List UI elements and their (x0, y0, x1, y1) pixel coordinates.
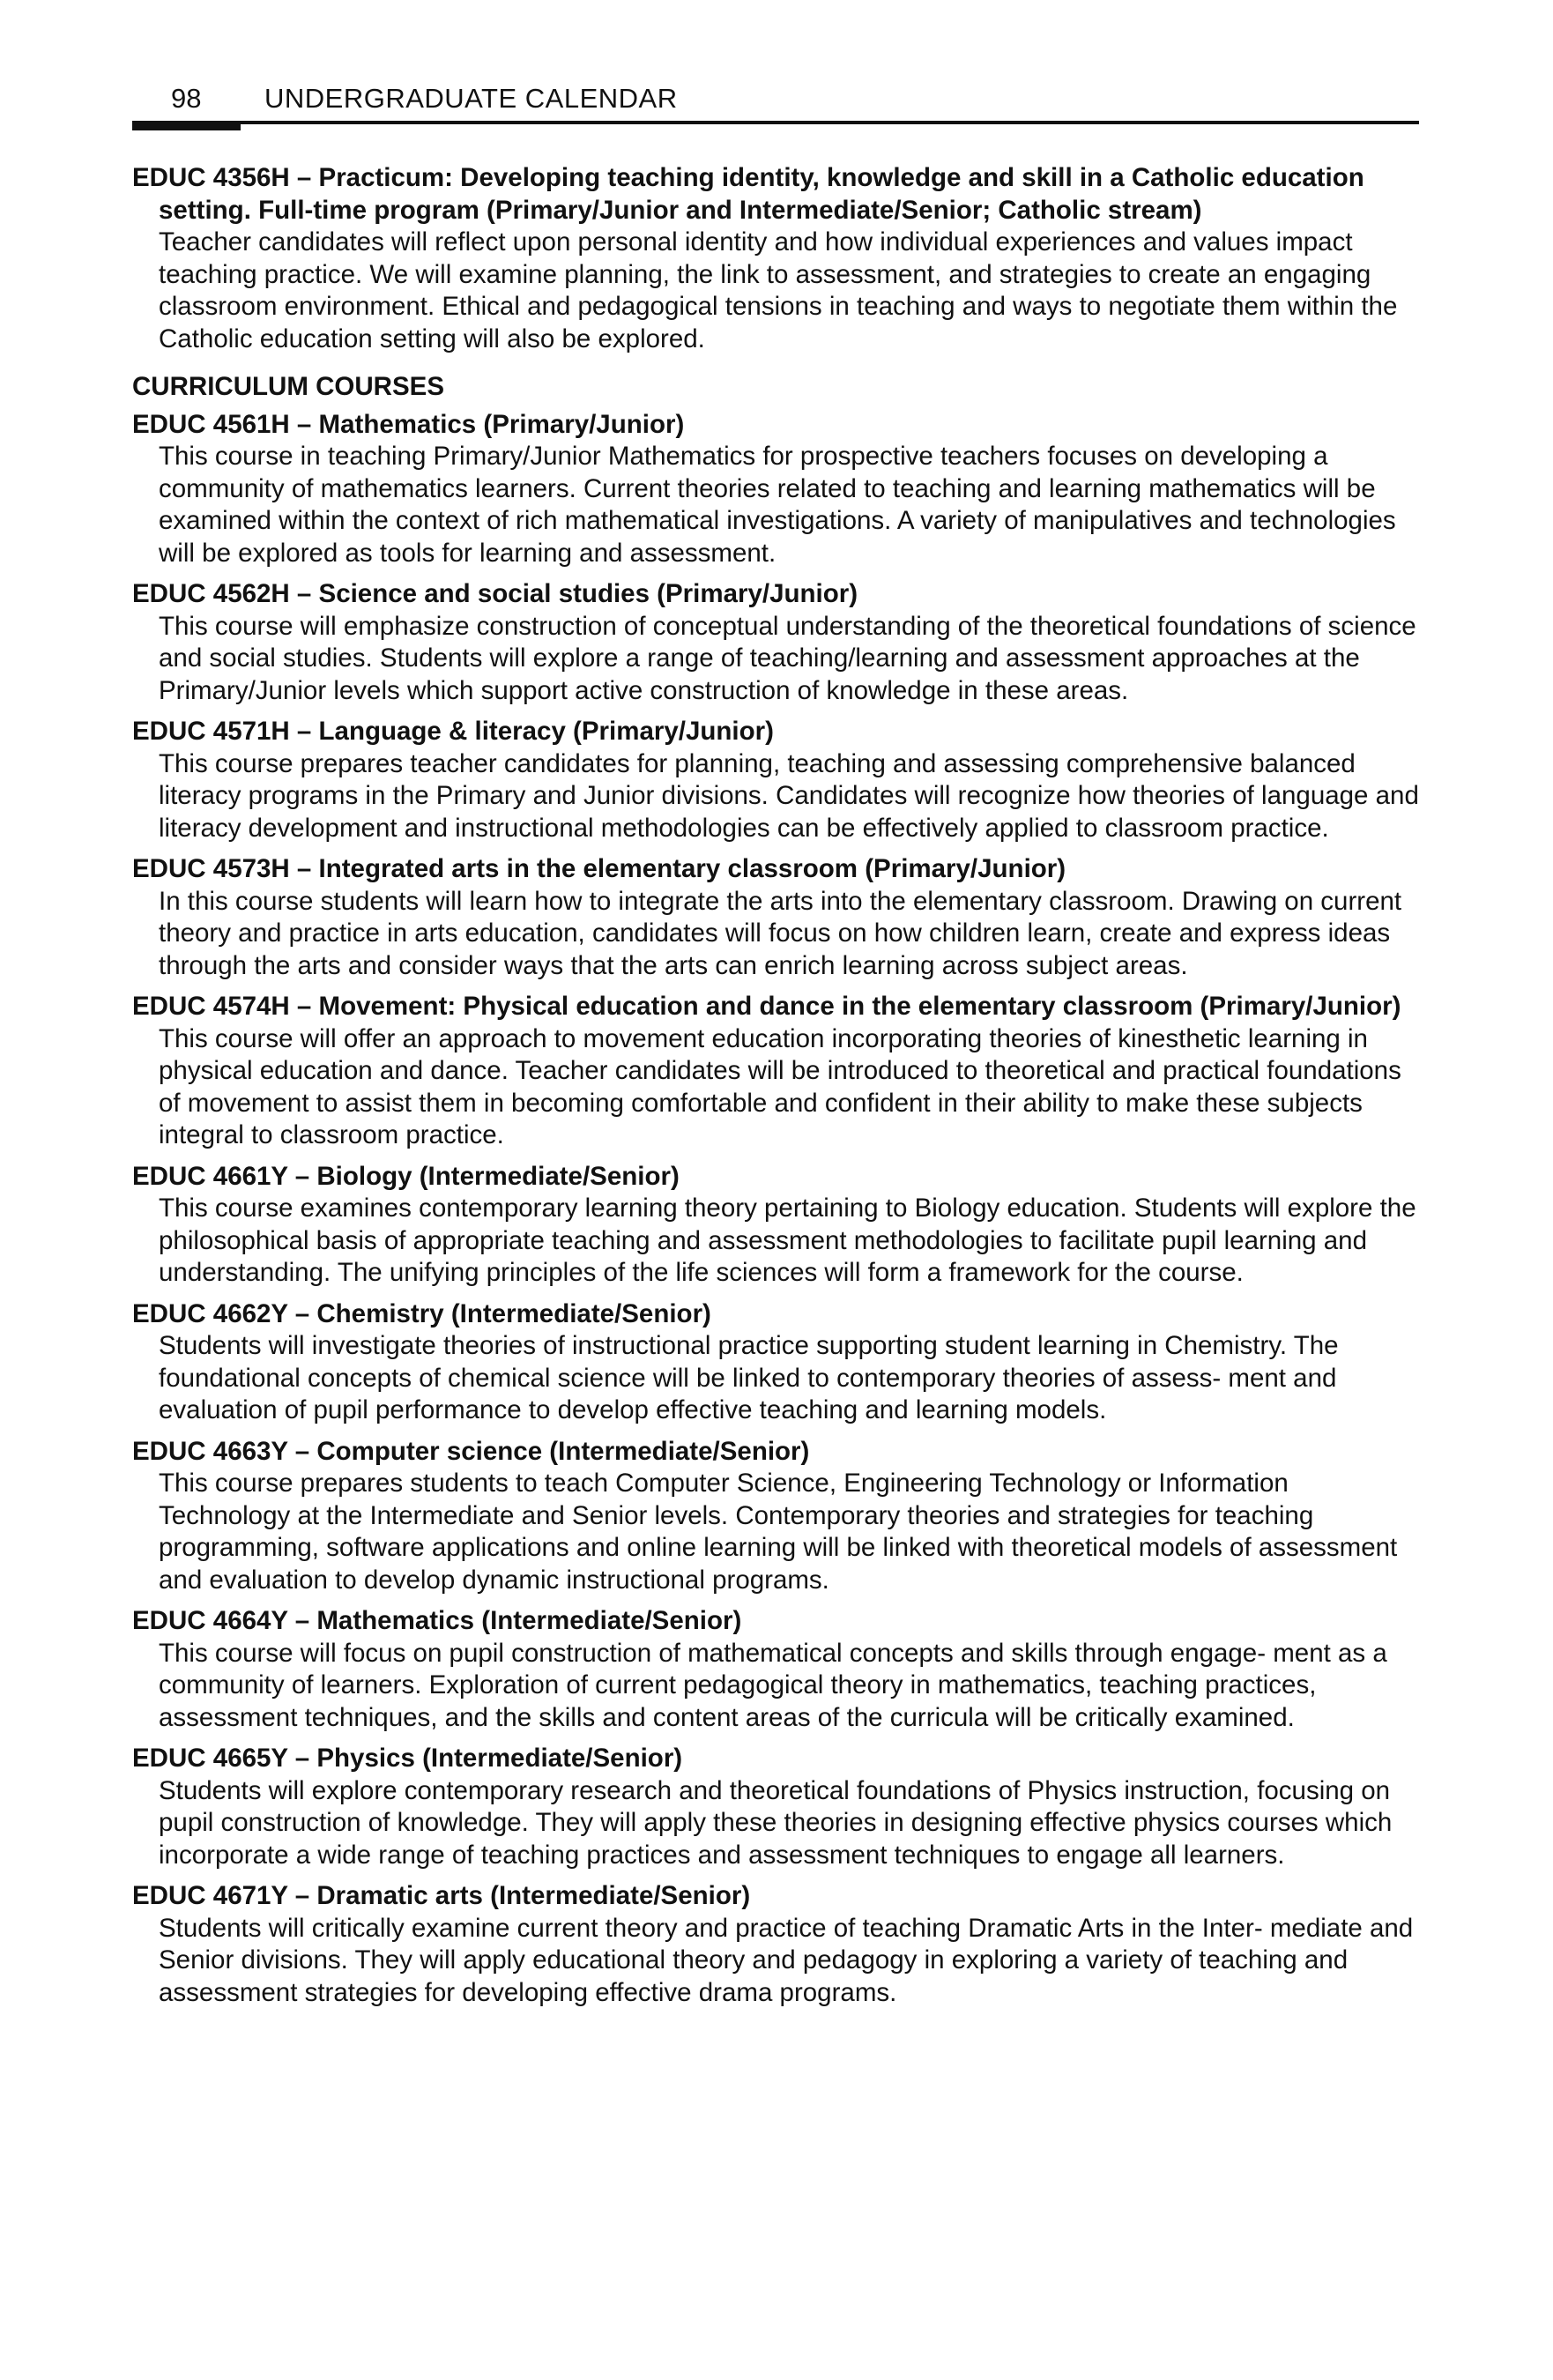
course-description: Teacher candidates will reflect upon personal identity and how individual experiences and values impact teaching practice. We will examine planning, the link to assessment, and strategies to create an engaging classroom environment. Ethical and pedagogical tensions in teaching and ways to negotiate them within the Catholic education setting will also be explored. (159, 227, 1398, 353)
running-head: UNDERGRADUATE CALENDAR (264, 83, 678, 114)
course-title: EDUC 4663Y – Computer science (Intermediate/Senior) (132, 1436, 810, 1466)
course-description: This course will offer an approach to movement education incorporating theories of kinesthetic learning in physical education and dance. Teacher candidates will be introduced to theoretical and practical foundations of movement to assist them in becoming comfortable and confident in their ability to make these subjects integral to classroom practice. (159, 1023, 1401, 1149)
page-header (132, 81, 1419, 122)
course-entry (132, 578, 1419, 707)
course-entry (132, 853, 1419, 982)
course-title: EDUC 4562H – Science and social studies (Primary/Junior) (132, 579, 858, 608)
section-heading: CURRICULUM COURSES (132, 372, 444, 401)
course-entry (132, 1436, 1419, 1597)
course-entry (132, 1880, 1419, 2009)
course-entry (132, 716, 1419, 844)
course-description: This course will focus on pupil construction of mathematical concepts and skills through engage- ment as a community of learners. Exploration of current pedagogical theory in mathematics, teaching practices, assessment techniques, and the skills and content areas of the curricula will be critically examined. (159, 1638, 1387, 1732)
course-title: EDUC 4561H – Mathematics (Primary/Junior) (132, 409, 685, 439)
header-rule (132, 121, 1419, 124)
course-description: This course prepares students to teach Computer Science, Engineering Technology or Information Technology at the Intermediate and Senior levels. Contemporary theories and strategies for teaching programming, software applications and online learning will be linked with theoretical models of assessment and evaluation to develop dynamic instructional programs. (159, 1469, 1398, 1595)
header-tab-mark (132, 123, 241, 130)
course-title: EDUC 4356H – Practicum: Developing teaching identity, knowledge and skill in a Catholic education setting. Full-time program (Primary/Junior and Intermediate/Senior; Catholic stream) (132, 163, 1364, 225)
page-number: 98 (171, 83, 202, 114)
course-title: EDUC 4664Y – Mathematics (Intermediate/Senior) (132, 1606, 742, 1635)
course-entry (132, 991, 1419, 1152)
course-description: Students will explore contemporary research and theoretical foundations of Physics instruction, focusing on pupil construction of knowledge. They will apply these theories in designing effective physics courses which incorporate a wide range of teaching practices and assessment techniques to engage all learners. (159, 1775, 1393, 1870)
course-description: This course will emphasize construction of conceptual understanding of the theoretical foundations of science and social studies. Students will explore a range of teaching/learning and assessment approaches at the Primary/Junior levels which support active construction of knowledge in these areas. (159, 611, 1416, 705)
course-description: In this course students will learn how to integrate the arts into the elementary classroom. Drawing on current theory and practice in arts education, candidates will focus on how children learn, create and express ideas through the arts and consider ways that the arts can enrich learning across subject areas. (159, 886, 1402, 980)
course-title: EDUC 4662Y – Chemistry (Intermediate/Senior) (132, 1298, 711, 1328)
course-entry (132, 1298, 1419, 1427)
course-title: EDUC 4574H – Movement: Physical education and dance in the elementary classroom (Primary/Junior) (132, 992, 1401, 1021)
course-description: This course prepares teacher candidates for planning, teaching and assessing comprehensive balanced literacy programs in the Primary and Junior divisions. Candidates will recognize how theories of language and literacy development and instructional methodologies can be effectively applied to classroom practice. (159, 748, 1419, 843)
course-title: EDUC 4665Y – Physics (Intermediate/Senior) (132, 1744, 683, 1773)
course-title: EDUC 4671Y – Dramatic arts (Intermediate/Senior) (132, 1881, 751, 1910)
course-entry (132, 1743, 1419, 1871)
course-description: Students will critically examine current theory and practice of teaching Dramatic Arts in the Inter- mediate and Senior divisions. They will apply educational theory and pedagogy in exploring a variety of teaching and assessment strategies for developing effective drama programs. (159, 1913, 1414, 2007)
course-description: Students will investigate theories of instructional practice supporting student learning in Chemistry. The foundational concepts of chemical science will be linked to contemporary theories of assess- ment and evaluation of pupil performance to develop effective teaching and learning models. (159, 1331, 1339, 1424)
course-title: EDUC 4573H – Integrated arts in the elementary classroom (Primary/Junior) (132, 854, 1066, 883)
course-entry-practicum (132, 162, 1419, 355)
course-title: EDUC 4661Y – Biology (Intermediate/Senior) (132, 1161, 680, 1191)
course-entry (132, 409, 1419, 570)
course-title: EDUC 4571H – Language & literacy (Primary/Junior) (132, 717, 774, 746)
course-entry (132, 1605, 1419, 1734)
page-content (132, 162, 1419, 2018)
course-description: This course in teaching Primary/Junior Mathematics for prospective teachers focuses on developing a community of mathematics learners. Current theories related to teaching and learning mathematics will be examined within the context of rich mathematical investigations. A variety of manipulatives and technologies will be explored as tools for learning and assessment. (159, 442, 1396, 568)
course-description: This course examines contemporary learning theory pertaining to Biology education. Students will explore the philosophical basis of appropriate teaching and assessment methodologies to facilitate pupil learning and understanding. The unifying principles of the life sciences will form a framework for the course. (159, 1194, 1416, 1287)
course-entry (132, 1161, 1419, 1290)
